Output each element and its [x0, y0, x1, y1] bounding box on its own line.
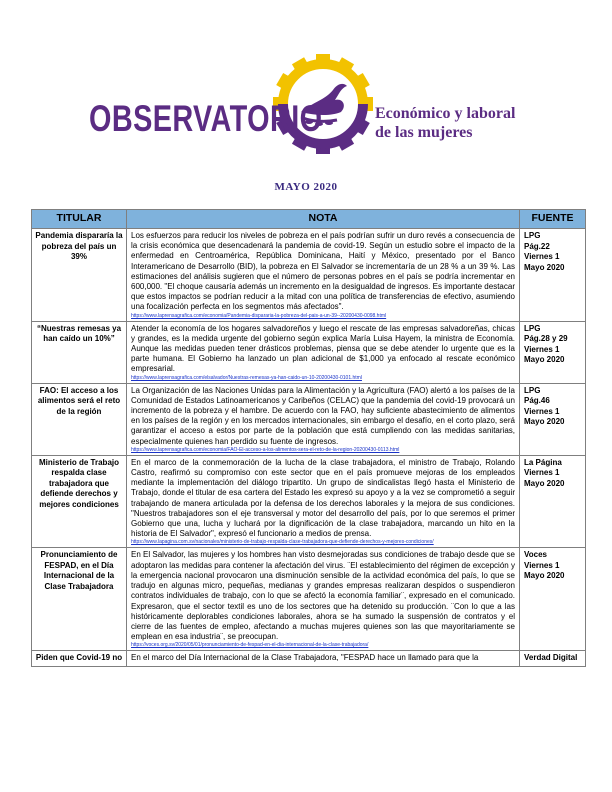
fuente-mes: Mayo 2020	[524, 571, 565, 581]
row-fuente	[520, 321, 586, 383]
row-titular: Pandemia dispararía la pobreza del país un 39%	[32, 229, 127, 322]
fuente-medio: Verdad Digital	[524, 653, 578, 663]
fuente-medio: La Página	[524, 457, 562, 467]
fuente-dia: Viernes 1	[524, 344, 560, 354]
nota-text: En el marco del Día Internacional de la Clase Trabajadora, "FESPAD hace un llamado para que la	[131, 653, 479, 663]
fuente-medio: LPG	[524, 385, 541, 395]
nota-text: Los esfuerzos para reducir los niveles de pobreza en el país podrían sufrir un duro revés a consecuencia de la crisis económica que desencadenará la pandemia de covid-19. Según un estudio sobre el impacto de la enfermedad en Centroamérica, República Dominicana, Haití y México, presentado por el Banco Interamericano de Desarrollo (BID), la pobreza en El Salvador se incrementaría de un 28 % a un 39 %. Las estimaciones del análisis sugieren que el número de personas pobres en el país se podría incrementar en 600,000. "El choque causaría además un incremento en la desigualdad de ingresos. Es importante destacar que estos impactos se podrían reducir a la mitad con una política de transferencias de efectivo, asumiendo una focalización perfecta en los segmentos más afectados".	[131, 231, 515, 312]
logo-subtitle-line1: Económico y laboral	[375, 105, 516, 122]
table-row	[32, 548, 586, 651]
source-link[interactable]: https://www.laprensagrafica.com/economia/Pandemia-dispararia-la-pobreza-del-pais-a-un-39--20200430-0098.html	[131, 312, 387, 319]
table-row	[32, 455, 586, 548]
fuente-dia: Viernes 1	[524, 406, 560, 416]
fuente-mes: Mayo 2020	[524, 417, 565, 427]
table-row	[32, 651, 586, 667]
row-nota	[127, 548, 520, 651]
nota-text: En el marco de la conmemoración de la lucha de la clase trabajadora, el ministro de Trabajo, Rolando Castro, reafirmó su compromiso con este sector que en el país promueve mejoras de los empleados mediante la implementación del diálogo tripartito. Un grupo de sindicalistas llegó hasta el Ministerio de Trabajo, donde el titular de esa cartera del Estado les expresó su apoyo y a la vez se comprometió a seguir trabajando de manera articulada por la defensa de los derechos laborales y la mejora de sus condiciones. "Nuestros trabajadores son el eje transversal y motor del desarrollo del país, por lo que seremos el primer Gobierno que una, lucha y luchará por la dignificación de la clase trabajadora, marcando un hito en la historia de El Salvador", expresó el funcionario a medios de prensa.	[131, 457, 515, 539]
row-nota	[127, 229, 520, 322]
header-titular: TITULAR	[32, 210, 127, 229]
fuente-pagina: Pág.28 y 29	[524, 334, 568, 344]
nota-text: Atender la economía de los hogares salvadoreños y luego el rescate de las empresas salvadoreñas, chicas y grandes, es la medida urgente del gobierno según explica María Luisa Hayem, la ministra de Economía. Aunque las medidas pueden tener drásticos problemas, piensa que se debe atender lo urgente que es la parte humana. El Gobierno ha lanzado un plan adicional de $1,000 ya enfocado al rescate económico empresarial.	[131, 323, 515, 374]
logo-subtitle-line2: de las mujeres	[375, 124, 473, 141]
row-fuente	[520, 229, 586, 322]
table-header-row	[32, 210, 586, 229]
fuente-pagina: Pág.22	[524, 241, 550, 251]
row-titular: Piden que Covid-19 no	[32, 651, 127, 667]
fuente-pagina: Pág.46	[524, 396, 550, 406]
row-titular: FAO: El acceso a los alimentos será el reto de la región	[32, 383, 127, 455]
fuente-mes: Mayo 2020	[524, 262, 565, 272]
source-link[interactable]: https://voces.org.sv/2020/05/01/pronunciamiento-de-fespad-en-el-dia-internacional-de-la-clase-trabajadora/	[131, 642, 369, 649]
fuente-dia: Viernes 1	[524, 560, 560, 570]
row-titular: “Nuestras remesas ya han caído un 10%”	[32, 321, 127, 383]
row-titular: Ministerio de Trabajo respalda clase trabajadora que defiende derechos y mejores condiciones	[32, 455, 127, 548]
row-nota	[127, 321, 520, 383]
fuente-medio: LPG	[524, 323, 541, 333]
header-nota: NOTA	[127, 210, 520, 229]
row-nota	[127, 651, 520, 667]
source-link[interactable]: https://www.lapagina.com.sv/nacionales/ministerio-de-trabajo-respalda-clase-trabajadora-que-defiende-derechos-y-mejores-condiciones/	[131, 539, 434, 546]
news-table	[31, 209, 586, 667]
row-titular: Pronunciamiento de FESPAD, en el Día Internacional de la Clase Trabajadora	[32, 548, 127, 651]
row-fuente	[520, 383, 586, 455]
fuente-dia: Viernes 1	[524, 252, 560, 261]
row-fuente	[520, 651, 586, 667]
observatorio-logo	[85, 54, 525, 174]
header-fuente: FUENTE	[520, 210, 586, 229]
fuente-dia: Viernes 1	[524, 468, 560, 478]
fuente-medio: LPG	[524, 231, 541, 240]
table-row	[32, 383, 586, 455]
table-row	[32, 321, 586, 383]
source-link[interactable]: https://www.laprensagrafica.com/economia/FAO-El-acceso-a-los-alimentos-sera-el-reto-de-la-region-20200430-0113.html	[131, 446, 400, 453]
report-date: MAYO 2020	[274, 181, 338, 193]
logo-subtitle	[375, 104, 515, 142]
source-link[interactable]: https://www.laprensagrafica.com/elsalvador/Nuestras-remesas-ya-han-caido-un-10-20200430-0101.html	[131, 374, 362, 381]
row-fuente	[520, 455, 586, 548]
nota-text: En El Salvador, las mujeres y los hombres han visto desmejoradas sus condiciones de trabajo desde que se adoptaron las medidas para contener la afectación del virus. ¨El establecimiento del régimen de excepción y la emergencia nacional provocaron una disminución sensible de la actividad económica del país, lo que se tradujo en algunas micro, pequeñas, medianas y grandes empresas realizaran despidos o suspendieron contratos individuales de trabajo, con lo que se afectó la economía familiar¨, expresado en el comunicado. Expresaron, que el sector textil es uno de los sectores que ha detenido su producción. ¨Con lo que a las históricamente deplorables condiciones laborales, ahora se ha sumado la suspensión de contratos y el cierre de las fuentes de empleo, afectando a muchas mujeres quienes son las que mayoritariamente se emplean en esa industria¨, se preocupan.	[131, 550, 515, 642]
fuente-mes: Mayo 2020	[524, 355, 565, 365]
nota-text: La Organización de las Naciones Unidas para la Alimentación y la Agricultura (FAO) alertó a los países de la Comunidad de Estados Latinoamericanos y Caribeños (CELAC) que la pandemia del covid-19 provocará un incremento de la pobreza y el hambre. De acuerdo con la FAO, hay suficiente abastecimiento de alimentos en los países de la región y en los mercados internacionales, sin embargo el desafío, en el corto plazo, será garantizar el acceso a estos por parte de la población que está cumpliendo con las medidas sanitarias, especialmente quienes han perdido su fuente de ingresos.	[131, 385, 515, 446]
logo-title: OBSERVATORIO	[89, 98, 323, 139]
row-nota	[127, 455, 520, 548]
row-fuente	[520, 548, 586, 651]
fuente-medio: Voces	[524, 550, 547, 560]
fuente-mes: Mayo 2020	[524, 478, 565, 488]
row-nota	[127, 383, 520, 455]
table-row	[32, 229, 586, 322]
